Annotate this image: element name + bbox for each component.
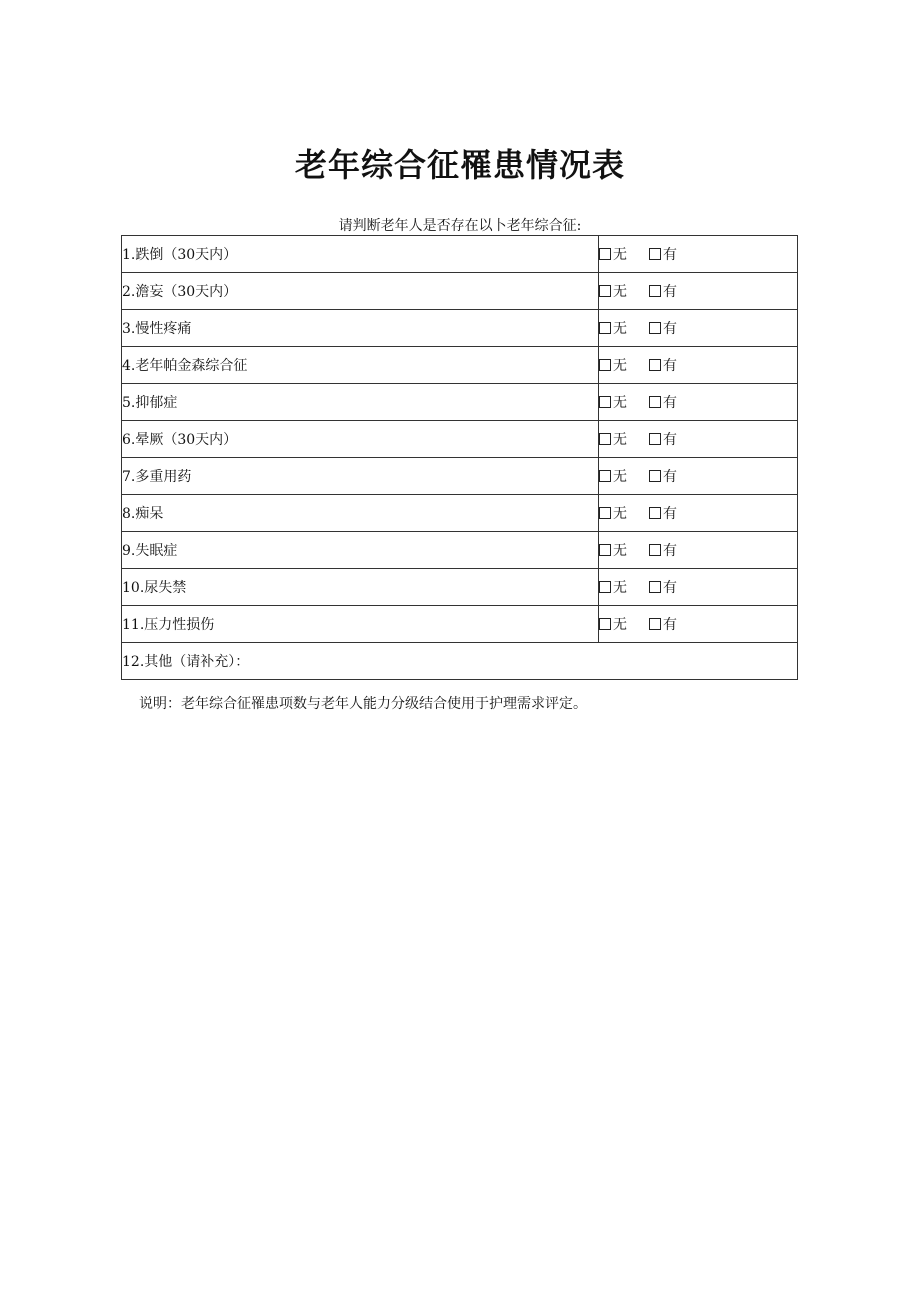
answer-options xyxy=(599,310,798,347)
table-row xyxy=(122,273,798,310)
answer-options xyxy=(599,458,798,495)
table-row xyxy=(122,236,798,273)
no-option-label: 无 xyxy=(613,469,627,485)
syndrome-item-label: 10.尿失禁 xyxy=(122,569,599,606)
no-checkbox[interactable] xyxy=(599,581,611,593)
yes-checkbox[interactable] xyxy=(649,248,661,260)
no-option-label: 无 xyxy=(613,617,627,633)
table-row xyxy=(122,458,798,495)
yes-option[interactable] xyxy=(649,614,677,634)
answer-options xyxy=(599,495,798,532)
table-row xyxy=(122,384,798,421)
yes-option[interactable] xyxy=(649,577,677,597)
yes-option[interactable] xyxy=(649,355,677,375)
no-option-label: 无 xyxy=(613,543,627,559)
answer-options xyxy=(599,384,798,421)
no-checkbox[interactable] xyxy=(599,285,611,297)
table-row xyxy=(122,347,798,384)
yes-checkbox[interactable] xyxy=(649,544,661,556)
no-checkbox[interactable] xyxy=(599,322,611,334)
syndrome-item-label: 4.老年帕金森综合征 xyxy=(122,347,599,384)
syndrome-item-label: 2.澹妄（30天内） xyxy=(122,273,599,310)
no-option[interactable] xyxy=(599,540,627,560)
yes-option-label: 有 xyxy=(663,284,677,300)
no-checkbox[interactable] xyxy=(599,544,611,556)
syndrome-item-label: 3.慢性疼痛 xyxy=(122,310,599,347)
syndrome-item-label: 5.抑郁症 xyxy=(122,384,599,421)
yes-option-label: 有 xyxy=(663,358,677,374)
yes-option-label: 有 xyxy=(663,395,677,411)
table-row xyxy=(122,606,798,643)
table-row xyxy=(122,532,798,569)
form-title: 老年综合征罹患情况表 xyxy=(294,146,625,184)
no-option[interactable] xyxy=(599,577,627,597)
yes-option-label: 有 xyxy=(663,432,677,448)
no-option-label: 无 xyxy=(613,284,627,300)
no-checkbox[interactable] xyxy=(599,618,611,630)
yes-option-label: 有 xyxy=(663,543,677,559)
answer-options xyxy=(599,273,798,310)
table-row xyxy=(122,569,798,606)
table-row xyxy=(122,495,798,532)
no-option-label: 无 xyxy=(613,358,627,374)
no-option-label: 无 xyxy=(613,321,627,337)
answer-options xyxy=(599,606,798,643)
no-option[interactable] xyxy=(599,429,627,449)
yes-option-label: 有 xyxy=(663,617,677,633)
yes-checkbox[interactable] xyxy=(649,470,661,482)
yes-option[interactable] xyxy=(649,392,677,412)
other-input-cell[interactable]: 12.其他（请补充）： xyxy=(122,643,798,680)
answer-options xyxy=(599,569,798,606)
no-option[interactable] xyxy=(599,466,627,486)
yes-checkbox[interactable] xyxy=(649,285,661,297)
syndrome-item-label: 6.晕厥（30天内） xyxy=(122,421,599,458)
yes-option[interactable] xyxy=(649,540,677,560)
yes-option[interactable] xyxy=(649,281,677,301)
yes-option-label: 有 xyxy=(663,321,677,337)
no-checkbox[interactable] xyxy=(599,470,611,482)
no-checkbox[interactable] xyxy=(599,248,611,260)
answer-options xyxy=(599,421,798,458)
no-option[interactable] xyxy=(599,355,627,375)
no-option-label: 无 xyxy=(613,432,627,448)
other-row xyxy=(122,643,798,680)
syndrome-item-label: 11.压力性损伤 xyxy=(122,606,599,643)
no-checkbox[interactable] xyxy=(599,359,611,371)
no-option-label: 无 xyxy=(613,506,627,522)
syndrome-table xyxy=(121,235,798,680)
no-checkbox[interactable] xyxy=(599,433,611,445)
no-option[interactable] xyxy=(599,614,627,634)
answer-options xyxy=(599,532,798,569)
yes-option-label: 有 xyxy=(663,506,677,522)
yes-option-label: 有 xyxy=(663,580,677,596)
syndrome-item-label: 7.多重用药 xyxy=(122,458,599,495)
yes-option[interactable] xyxy=(649,503,677,523)
syndrome-item-label: 8.痴呆 xyxy=(122,495,599,532)
yes-option[interactable] xyxy=(649,244,677,264)
no-option-label: 无 xyxy=(613,580,627,596)
syndrome-item-label: 1.跌倒（30天内） xyxy=(122,236,599,273)
yes-option-label: 有 xyxy=(663,247,677,263)
no-option[interactable] xyxy=(599,318,627,338)
syndrome-item-label: 9.失眠症 xyxy=(122,532,599,569)
no-checkbox[interactable] xyxy=(599,507,611,519)
yes-option-label: 有 xyxy=(663,469,677,485)
syndrome-table-body xyxy=(122,236,798,680)
no-option[interactable] xyxy=(599,503,627,523)
no-option[interactable] xyxy=(599,244,627,264)
yes-checkbox[interactable] xyxy=(649,507,661,519)
no-option[interactable] xyxy=(599,281,627,301)
yes-checkbox[interactable] xyxy=(649,618,661,630)
yes-checkbox[interactable] xyxy=(649,581,661,593)
yes-checkbox[interactable] xyxy=(649,359,661,371)
no-option-label: 无 xyxy=(613,395,627,411)
table-row xyxy=(122,310,798,347)
no-option[interactable] xyxy=(599,392,627,412)
table-row xyxy=(122,421,798,458)
no-option-label: 无 xyxy=(613,247,627,263)
instruction-text: 请判断老年人是否存在以卜老年综合征: xyxy=(338,218,582,234)
answer-options xyxy=(599,236,798,273)
yes-checkbox[interactable] xyxy=(649,396,661,408)
explanation-note: 说明：老年综合征罹患项数与老年人能力分级结合使用于护理需求评定。 xyxy=(139,696,587,712)
no-checkbox[interactable] xyxy=(599,396,611,408)
yes-option[interactable] xyxy=(649,466,677,486)
answer-options xyxy=(599,347,798,384)
yes-option[interactable] xyxy=(649,318,677,338)
yes-option[interactable] xyxy=(649,429,677,449)
yes-checkbox[interactable] xyxy=(649,322,661,334)
yes-checkbox[interactable] xyxy=(649,433,661,445)
